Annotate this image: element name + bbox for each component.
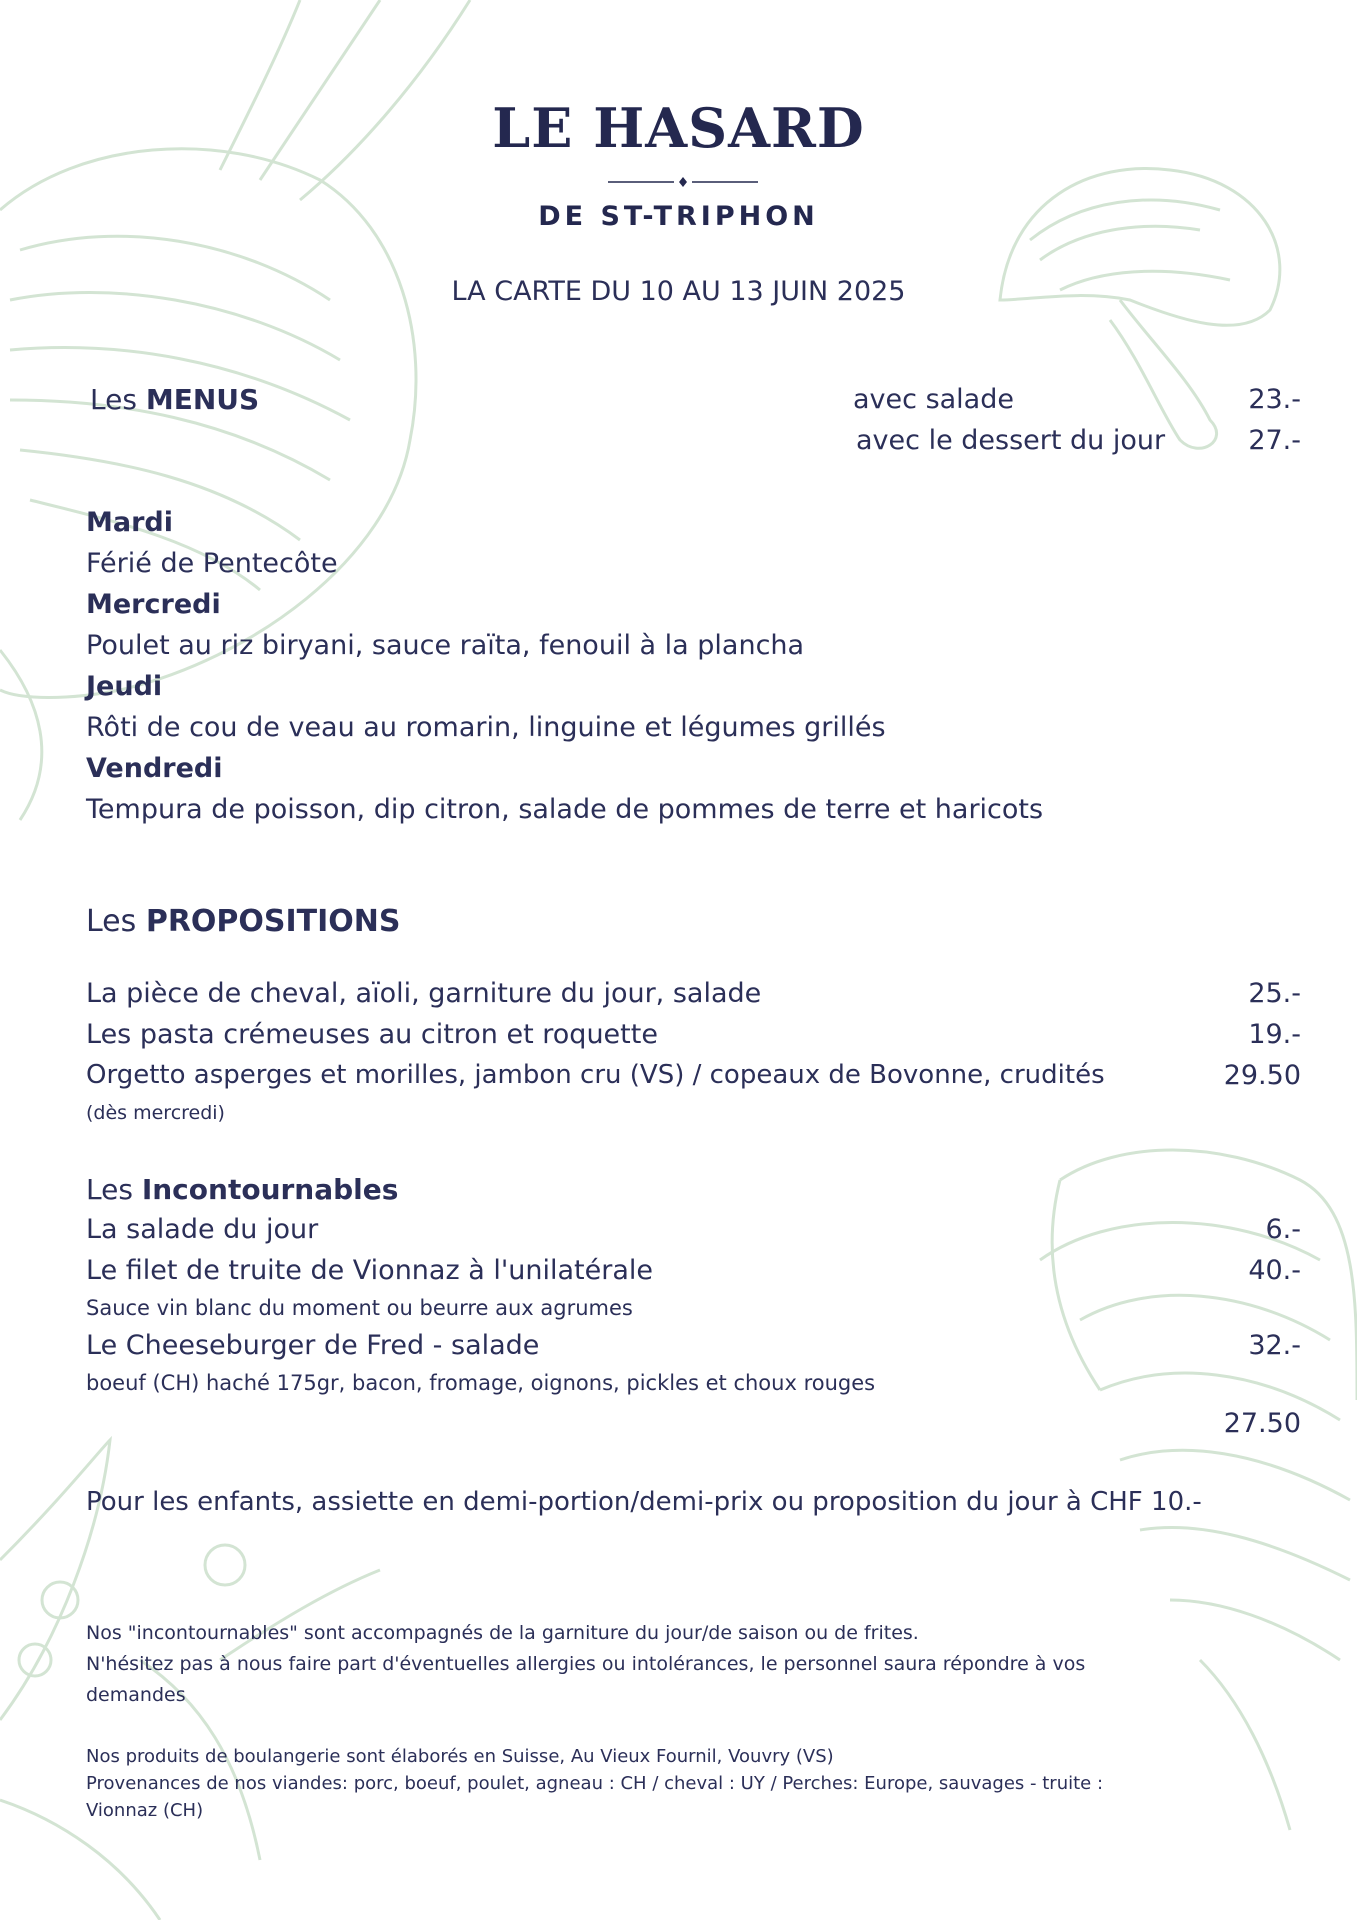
menus-heading (90, 383, 259, 416)
footer-note: demandes (86, 1684, 186, 1706)
proposition-note: (dès mercredi) (86, 1102, 225, 1124)
menus-heading-bold: MENUS (145, 383, 260, 416)
day-dish: Tempura de poisson, dip citron, salade de pommes de terre et haricots (86, 794, 1044, 825)
menu-option-dessert-price: 27.- (1248, 425, 1301, 456)
incontournables-heading-prefix: Les (86, 1173, 133, 1206)
incontournable-item: Le filet de truite de Vionnaz à l'unilatérale (86, 1255, 653, 1286)
footer-note: Vionnaz (CH) (86, 1800, 204, 1821)
kids-offer: Pour les enfants, assiette en demi-portion/demi-prix ou proposition du jour à CHF 10.- (86, 1487, 1202, 1517)
restaurant-name: LE HASARD (492, 96, 865, 160)
proposition-price: 19.- (1248, 1019, 1301, 1050)
incontournable-extra-price: 27.50 (1223, 1408, 1301, 1439)
incontournable-price: 32.- (1248, 1330, 1301, 1361)
incontournable-detail: boeuf (CH) haché 175gr, bacon, fromage, oignons, pickles et choux rouges (86, 1371, 876, 1395)
propositions-heading (86, 904, 401, 939)
proposition-item: Orgetto asperges et morilles, jambon cru (VS) / copeaux de Bovonne, crudités (86, 1060, 1105, 1090)
day-label: Mardi (86, 507, 173, 538)
day-dish: Poulet au riz biryani, sauce raïta, fenouil à la plancha (86, 630, 805, 661)
day-dish: Férié de Pentecôte (86, 548, 338, 579)
day-label: Vendredi (86, 753, 223, 784)
menu-option-dessert: avec le dessert du jour (856, 425, 1166, 456)
footer-note: Nos "incontournables" sont accompagnés de la garniture du jour/de saison ou de frites. (86, 1622, 919, 1644)
incontournables-heading-bold: Incontournables (141, 1173, 399, 1206)
day-dish: Rôti de cou de veau au romarin, linguine et légumes grillés (86, 712, 886, 743)
day-label: Jeudi (86, 671, 163, 702)
incontournable-item: Le Cheeseburger de Fred - salade (86, 1330, 540, 1361)
proposition-item: La pièce de cheval, aïoli, garniture du jour, salade (86, 978, 762, 1009)
propositions-heading-bold: PROPOSITIONS (145, 904, 401, 939)
incontournable-detail: Sauce vin blanc du moment ou beurre aux agrumes (86, 1296, 633, 1320)
proposition-price: 29.50 (1223, 1060, 1301, 1091)
menus-heading-prefix: Les (90, 383, 137, 416)
incontournable-price: 6.- (1265, 1214, 1301, 1245)
menu-option-salad: avec salade (853, 384, 1014, 415)
footer-note: N'hésitez pas à nous faire part d'éventuelles allergies ou intolérances, le personnel saura répondre à vos (86, 1653, 1086, 1675)
proposition-price: 25.- (1248, 978, 1301, 1009)
proposition-item: Les pasta crémeuses au citron et roquette (86, 1019, 658, 1050)
footer-note: Nos produits de boulangerie sont élaborés en Suisse, Au Vieux Fournil, Vouvry (VS) (86, 1746, 834, 1767)
incontournables-heading (86, 1173, 398, 1206)
footer-note: Provenances de nos viandes: porc, boeuf, poulet, agneau : CH / cheval : UY / Perches: Europe, sauvages - truite : (86, 1773, 1104, 1794)
incontournable-item: La salade du jour (86, 1214, 319, 1245)
incontournable-price: 40.- (1248, 1255, 1301, 1286)
restaurant-subtitle: DE ST-TRIPHON (538, 201, 819, 232)
propositions-heading-prefix: Les (86, 904, 137, 939)
day-label: Mercredi (86, 589, 221, 620)
menu-option-salad-price: 23.- (1248, 384, 1301, 415)
ornament-divider-icon (608, 174, 758, 190)
menu-date: LA CARTE DU 10 AU 13 JUIN 2025 (451, 276, 906, 307)
